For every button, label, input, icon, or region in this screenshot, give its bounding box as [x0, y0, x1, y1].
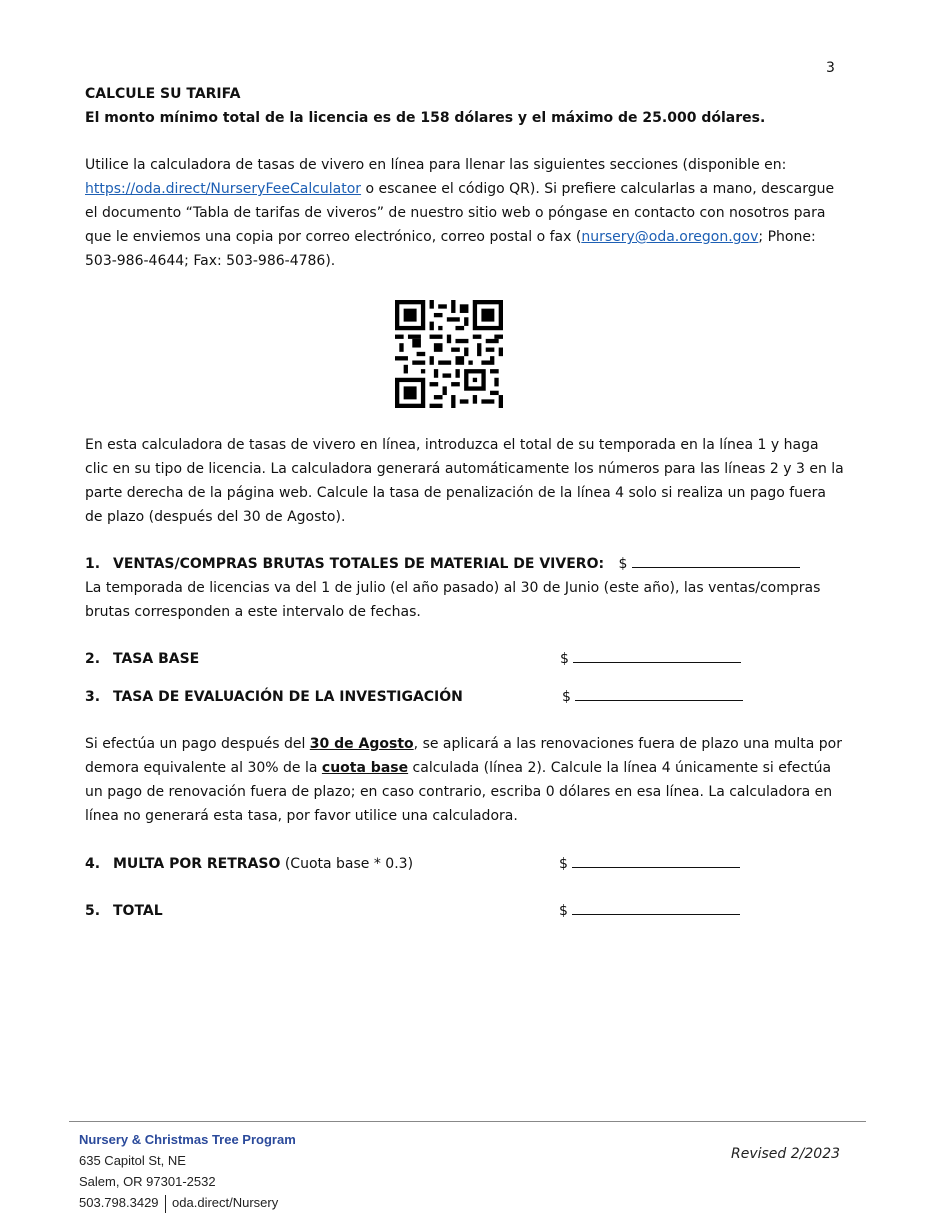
late-text-e: calculada (línea 2). Calcule la línea 4 únicamente si efectúa un pago de renovación fuera de plazo; en caso contrario, escriba 0 dólares en esa línea. La calculadora en línea no generará esta tasa, por favor utilice una calculadora. [85, 760, 833, 824]
qr-code-icon[interactable] [395, 300, 503, 408]
line-2-number: 2. [85, 651, 101, 667]
line-4-suffix: (Cuota base * 0.3) [280, 856, 414, 872]
line-1 [85, 552, 845, 576]
calculator-instructions: En esta calculadora de tasas de vivero en línea, introduzca el total de su temporada en la línea 1 y haga clic en su tipo de licencia. La calculadora generará automáticamente los números para las líneas 2 y 3 en la parte derecha de la página web. Calcule la tasa de penalización de la línea 4 solo si realiza un pago fuera de plazo (después del 30 de Agosto). [85, 437, 844, 525]
late-text-a: Si efectúa un pago después del [85, 736, 310, 752]
late-text-base-fee: cuota base [321, 760, 409, 776]
footer-phone: 503.798.3429 [79, 1195, 159, 1210]
line-1-number: 1. [85, 556, 101, 572]
intro-text-1: Utilice la calculadora de tasas de vivero en línea para llenar las siguientes secciones (disponible en: [85, 157, 787, 173]
line-2-currency: $ [560, 651, 569, 667]
line-3-input[interactable] [575, 686, 743, 701]
line-5-currency: $ [559, 903, 568, 919]
revised-date: Revised 2/2023 [731, 1146, 841, 1162]
line-1-input[interactable] [632, 553, 800, 568]
line-3-amount [562, 685, 743, 709]
line-1-note: La temporada de licencias va del 1 de julio (el año pasado) al 30 de Junio (este año), las ventas/compras brutas corresponden a este intervalo de fechas. [85, 580, 821, 620]
nursery-email-link[interactable]: nursery@oda.oregon.gov [581, 229, 759, 245]
intro-text-3: ; Phone: 503-986-4644; Fax: 503-986-4786). [85, 229, 816, 269]
line-4-number: 4. [85, 856, 101, 872]
line-2-amount [560, 647, 741, 671]
line-1-label: VENTAS/COMPRAS BRUTAS TOTALES DE MATERIAL DE VIVERO: [113, 556, 605, 572]
license-limits: El monto mínimo total de la licencia es de 158 dólares y el máximo de 25.000 dólares. [85, 110, 766, 126]
line-4-label: MULTA POR RETRASO [113, 856, 281, 872]
line-4-amount [559, 852, 740, 876]
line-3-label: TASA DE EVALUACIÓN DE LA INVESTIGACIÓN [113, 689, 463, 705]
line-4-input[interactable] [572, 853, 740, 868]
line-4-currency: $ [559, 856, 568, 872]
line-5-number: 5. [85, 903, 101, 919]
line-3-currency: $ [562, 689, 571, 705]
footer-address-1: 635 Capitol St, NE [79, 1153, 186, 1168]
line-2-input[interactable] [573, 648, 741, 663]
line-5-label: TOTAL [113, 903, 163, 919]
line-2-label: TASA BASE [113, 651, 200, 667]
program-name: Nursery & Christmas Tree Program [79, 1132, 296, 1147]
footer-address-2: Salem, OR 97301-2532 [79, 1174, 216, 1189]
line-1-currency: $ [618, 556, 628, 572]
line-3-number: 3. [85, 689, 101, 705]
footer-program [79, 1129, 296, 1213]
late-text-deadline: 30 de Agosto [309, 736, 414, 752]
footer-separator [165, 1195, 167, 1213]
page-number: 3 [826, 60, 835, 76]
intro-paragraph [85, 153, 845, 273]
late-fee-paragraph [85, 732, 845, 828]
line-5-amount [559, 899, 740, 923]
footer-divider [69, 1121, 866, 1122]
footer-contact [79, 1192, 296, 1213]
intro-text-2: o escanee el código QR). Si prefiere calcularlas a mano, descargue el documento “Tabla de tarifas de viveros” de nuestro sitio web o póngase en contacto con nosotros para que le enviemos una copia por correo electrónico, correo postal o fax ( [85, 181, 835, 245]
fee-calculator-link[interactable]: https://oda.direct/NurseryFeeCalculator [85, 181, 362, 197]
section-heading: CALCULE SU TARIFA [85, 86, 241, 102]
footer-web[interactable]: oda.direct/Nursery [172, 1195, 279, 1210]
late-text-c: , se aplicará a las renovaciones fuera de plazo una multa por demora equivalente al 30% de la [85, 736, 842, 776]
line-5-input[interactable] [572, 900, 740, 915]
